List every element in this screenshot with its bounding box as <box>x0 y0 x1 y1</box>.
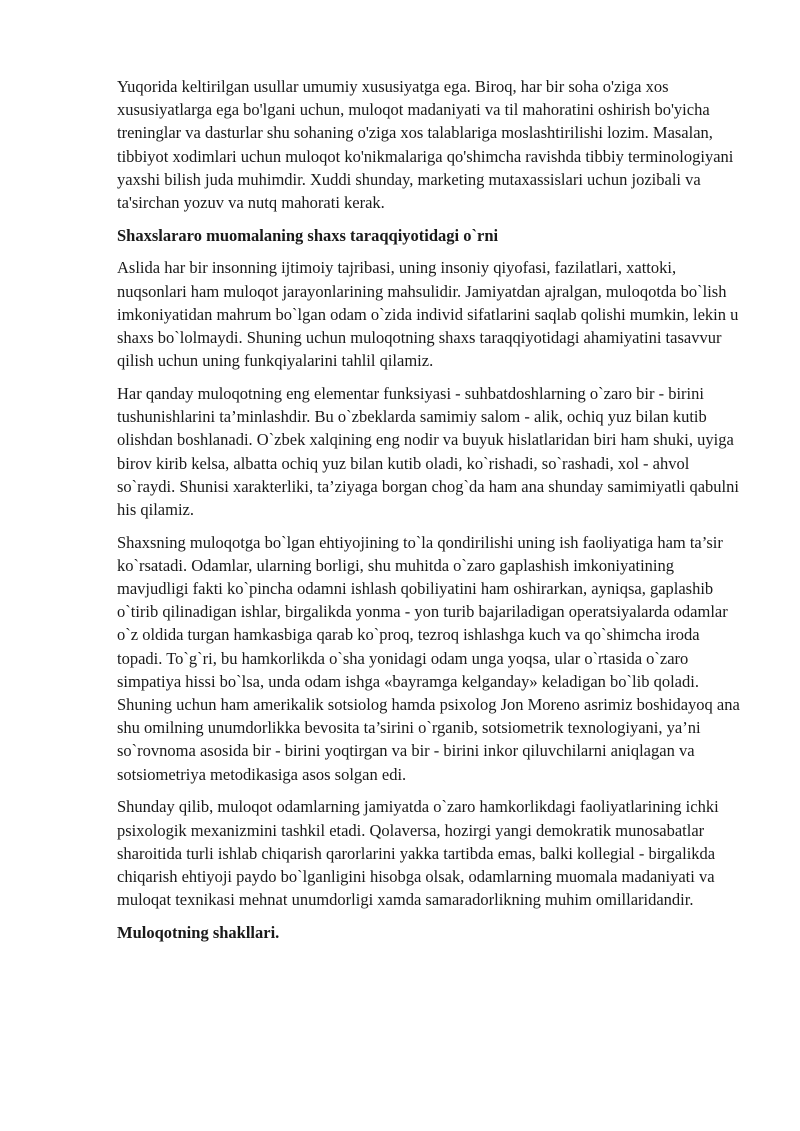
document-page <box>117 75 747 954</box>
paragraph-psixologik-mexanizm: Shunday qilib, muloqot odamlarning jamiyatda o`zaro hamkorlikdagi faoliyatlarining ichki psixologik mexanizmini tashkil etadi. Qolaversa, hozirgi yangi demokratik munosabatlar sharoitida turli ishlab chiqarish qarorlarini yakka tartibda emas, balki kollegial - birgalikda chiqarish ehtiyoji paydo bo`lganligini hisobga olsak, odamlarning muomala madaniyati va muloqat texnikasi mehnat unumdorligi xamda samaradorlikning muhim omillaridandir. <box>117 797 719 910</box>
paragraph-ijtimoiy-tajriba: Aslida har bir insonning ijtimoiy tajribasi, uning insoniy qiyofasi, fazilatlari, xattoki, nuqsonlari ham muloqot jarayonlarining mahsulidir. Jamiyatdan ajralgan, muloqotda bo`lish imkoniyatidan mahrum bo`lgan odam o`zida individ sifatlarini saqlab qolishi mumkin, lekin u shaxs bo`lolmaydi. Shuning uchun muloqotning shaxs taraqqiyotidagi ahamiyatini tasavvur qilish uchun uning funkqiyalarini tahlil qilamiz. <box>117 258 739 371</box>
section-heading-shaxs-taraqqiyoti: Shaxslararo muomalaning shaxs taraqqiyotidagi o`rni <box>117 225 499 245</box>
paragraph-ish-faoliyati: Shaxsning muloqotga bo`lgan ehtiyojining to`la qondirilishi uning ish faoliyatiga ham ta’sir ko`rsatadi. Odamlar, ularning borligi, shu muhitda o`zaro gaplashish imkoniyatining mavjudligi fakti ko`pincha odamni ishlash qobiliyatini ham oshirarkan, ayniqsa, gaplashib o`tirib qilinadigan ishlar, birgalikda yonma - yon turib bajariladigan operatsiyalarda odamlar o`z oldida turgan hamkasbiga qarab ko`proq, tezroq ishlashga kuch va qo`shimcha iroda topadi. To`g`ri, bu hamkorlikda o`sha yonidagi odam unga yoqsa, ular o`rtasida o`zaro simpatiya hissi bo`lsa, unda odam ishga «bayramga kelganday» keladigan bo`lib qoladi. Shuning uchun ham amerikalik sotsiolog hamda psixolog Jon Moreno asrimiz boshidayoq ana shu omilning unumdorlikka bevosita ta’sirini o`rganib, sotsiometrik texnologiyani, ya’ni so`rovnoma asosida bir - birini yoqtirgan va bir - birini inkor qiluvchilarni aniqlagan va sotsiometriya metodikasiga asos solgan edi. <box>117 532 740 784</box>
paragraph-elementar-funksiya: Har qanday muloqotning eng elementar funksiyasi - suhbatdoshlarning o`zaro bir - birini tushunishlarini ta’minlashdir. Bu o`zbeklarda samimiy salom - alik, ochiq yuz bilan kutib olishdan boshlanadi. O`zbek xalqining eng nodir va buyuk hislatlaridan biri ham shuki, uyiga birov kirib kelsa, albatta ochiq yuz bilan kutib oladi, ko`rishadi, so`rashadi, xol - ahvol so`raydi. Shunisi xarakterliki, ta’ziyaga borgan chog`da ham ana shunday samimiyatli qabulni his qilamiz. <box>117 383 739 519</box>
paragraph-usullar: Yuqorida keltirilgan usullar umumiy xususiyatga ega. Biroq, har bir soha o'ziga xos xususiyatlarga ega bo'lgani uchun, muloqot madaniyati va til mahoratini oshirish bo'yicha treninglar va dasturlar shu sohaning o'ziga xos talablariga moslashtirilishi lozim. Masalan, tibbiyot xodimlari uchun muloqot ko'nikmalariga qo'shimcha ravishda tibbiy terminologiyani yaxshi bilish juda muhimdir. Xuddi shunday, marketing mutaxassislari uchun jozibali va ta'sirchan yozuv va nutq mahorati kerak. <box>117 77 734 213</box>
section-heading-muloqot-shakllari: Muloqotning shakllari. <box>117 922 280 942</box>
